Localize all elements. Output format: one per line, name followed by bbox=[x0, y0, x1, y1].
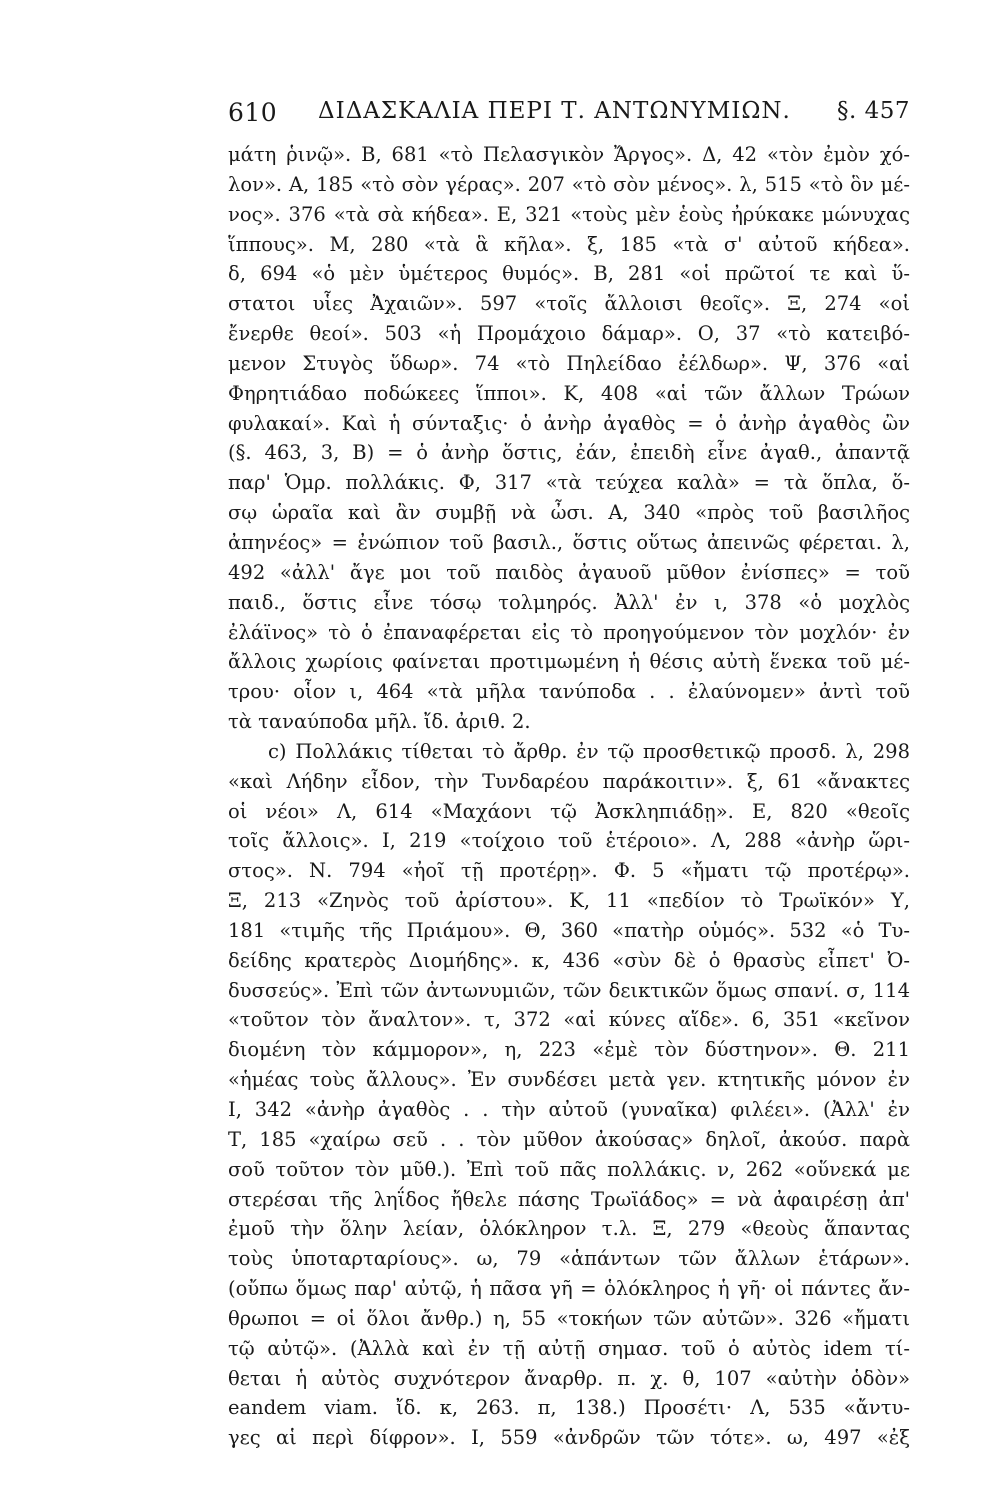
text-line: ἄλλοις χωρίοις φαίνεται προτιμωμένη ἡ θέσις αὐτὴ ἕνεκα τοῦ μέ- bbox=[228, 650, 910, 674]
text-line: 492 «ἀλλ' ἄγε μοι τοῦ παιδὸς ἀγαυοῦ μῦθον ἐνίσπες» = τοῦ bbox=[228, 560, 910, 584]
text-line: τὰ ταναύποδα μῆλ. ἴδ. ἀριθ. 2. bbox=[228, 710, 531, 734]
text-line: Τ, 185 «χαίρω σεῦ . . τὸν μῦθον ἀκούσας» δηλοῖ, ἀκούσ. παρὰ bbox=[228, 1127, 910, 1151]
text-line: 181 «τιμῆς τῆς Πριάμου». Θ, 360 «πατὴρ οὑμός». 532 «ὁ Τυ- bbox=[228, 918, 910, 942]
section-number: §. 457 bbox=[836, 98, 910, 124]
text-line: τοὺς ὑποταρταρίους». ω, 79 «ἁπάντων τῶν ἄλλων ἑτάρων». bbox=[228, 1247, 910, 1271]
text-line: στος». Ν. 794 «ἠοῖ τῇ προτέρῃ». Φ. 5 «ἤματι τῷ προτέρῳ». bbox=[228, 859, 910, 883]
text-line: θρωποι = οἱ ὅλοι ἄνθρ.) η, 55 «τοκήων τῶν αὐτῶν». 326 «ἤματι bbox=[228, 1306, 910, 1330]
text-line: Ι, 342 «ἀνὴρ ἀγαθὸς . . τὴν αὐτοῦ (γυναῖκα) φιλέει». (Ἀλλ' ἐν bbox=[228, 1098, 910, 1121]
book-page bbox=[228, 92, 910, 1482]
text-line: σοῦ τοῦτον τὸν μῦθ.). Ἐπὶ τοῦ πᾶς πολλάκις. ν, 262 «οὕνεκά με bbox=[228, 1157, 910, 1181]
body-text bbox=[228, 140, 910, 1453]
text-line: διομένη τὸν κάμμορον», η, 223 «ἐμὲ τὸν δύστηνον». Θ. 211 bbox=[228, 1038, 910, 1062]
text-line: δείδης κρατερὸς Διομήδης». κ, 436 «σὺν δὲ ὁ θρασὺς εἶπετ' Ὀ- bbox=[228, 948, 910, 972]
text-line: (§. 463, 3, Β) = ὁ ἀνὴρ ὅστις, ἐάν, ἐπειδὴ εἶνε ἀγαθ., ἀπαντᾷ bbox=[228, 441, 910, 465]
text-line: θεται ἡ αὐτὸς συχνότερον ἄναρθρ. π. χ. θ, 107 «αὐτὴν ὁδὸν» bbox=[228, 1366, 910, 1390]
text-line: τρου· οἷον ι, 464 «τὰ μῆλα τανύποδα . . ἐλαύνομεν» ἀντὶ τοῦ bbox=[228, 680, 910, 704]
text-line: στερέσαι τῆς ληΐδος ἤθελε πάσης Τρωϊάδος» = νὰ ἀφαιρέσῃ ἀπ' bbox=[228, 1187, 910, 1211]
text-line: τοῖς ἄλλοις». Ι, 219 «τοίχοιο τοῦ ἑτέροιο». Λ, 288 «ἀνὴρ ὥρι- bbox=[228, 829, 910, 853]
text-line: Ξ, 213 «Ζηνὸς τοῦ ἀρίστου». Κ, 11 «πεδίον τὸ Τρωϊκόν» Υ, bbox=[228, 889, 910, 913]
text-line: τῷ αὐτῷ». (Ἀλλὰ καὶ ἐν τῇ αὐτῇ σημασ. τοῦ ὁ αὐτὸς idem τί- bbox=[228, 1336, 910, 1360]
text-line: «τοῦτον τὸν ἄναλτον». τ, 372 «αἱ κύνες αἵδε». 6, 351 «κεῖνον bbox=[228, 1008, 910, 1032]
text-line: c) Πολλάκις τίθεται τὸ ἄρθρ. ἐν τῷ προσθετικῷ προσδ. λ, 298 bbox=[268, 739, 910, 763]
text-line: φυλακαί». Καὶ ἡ σύνταξις· ὁ ἀνὴρ ἀγαθὸς = ὁ ἀνὴρ ἀγαθὸς ὢν bbox=[228, 411, 910, 435]
text-line: νος». 376 «τὰ σὰ κήδεα». Ε, 321 «τοὺς μὲν ἑοὺς ἠρύκακε μώνυχας bbox=[228, 202, 910, 226]
text-line: γες αἱ περὶ δίφρον». Ι, 559 «ἀνδρῶν τῶν τότε». ω, 497 «ἐξ bbox=[228, 1426, 910, 1450]
text-line: οἱ νέοι» Λ, 614 «Μαχάονι τῷ Ἀσκληπιάδῃ». Ε, 820 «θεοῖς bbox=[228, 799, 910, 823]
text-line: μάτη ῥινῷ». Β, 681 «τὸ Πελασγικὸν Ἄργος». Δ, 42 «τὸν ἐμὸν χό- bbox=[228, 143, 910, 166]
text-line: στατοι υἷες Ἀχαιῶν». 597 «τοῖς ἄλλοισι θεοῖς». Ξ, 274 «οἱ bbox=[228, 292, 910, 316]
text-line: λον». Α, 185 «τὸ σὸν γέρας». 207 «τὸ σὸν μένος». λ, 515 «τὸ ὃν μέ- bbox=[228, 172, 910, 196]
text-line: παρ' Ὁμρ. πολλάκις. Φ, 317 «τὰ τεύχεα καλὰ» = τὰ ὅπλα, ὅ- bbox=[228, 471, 910, 495]
text-line: παιδ., ὅστις εἶνε τόσῳ τολμηρός. Ἀλλ' ἐν ι, 378 «ὁ μοχλὸς bbox=[228, 590, 910, 614]
text-line: ἐλάϊνος» τὸ ὁ ἐπαναφέρεται εἰς τὸ προηγούμενον τὸν μοχλόν· ἐν bbox=[228, 620, 910, 644]
text-line: δυσσεύς». Ἐπὶ τῶν ἀντωνυμιῶν, τῶν δεικτικῶν ὅμως σπανί. σ, 114 bbox=[228, 978, 910, 1002]
page-header bbox=[228, 92, 910, 132]
text-line: σῳ ὡραῖα καὶ ἂν συμβῇ νὰ ὦσι. Α, 340 «πρὸς τοῦ βασιλῆος bbox=[228, 501, 910, 525]
text-line: «καὶ Λήδην εἶδον, τὴν Τυνδαρέου παράκοιτιν». ξ, 61 «ἄνακτες bbox=[228, 769, 910, 793]
text-line: ἐμοῦ τὴν ὅλην λείαν, ὁλόκληρον τ.λ. Ξ, 279 «θεοὺς ἅπαντας bbox=[228, 1217, 910, 1241]
text-line: μενον Στυγὸς ὕδωρ». 74 «τὸ Πηλείδαο ἐέλδωρ». Ψ, 376 «αἱ bbox=[228, 351, 910, 375]
text-line: (οὔπω ὅμως παρ' αὐτῷ, ἡ πᾶσα γῆ = ὁλόκληρος ἡ γῆ· οἱ πάντες ἄν- bbox=[228, 1277, 910, 1301]
text-line: eandem viam. ἴδ. κ, 263. π, 138.) Προσέτι· Λ, 535 «ἄντυ- bbox=[228, 1396, 910, 1420]
text-line: ἵππους». Μ, 280 «τὰ ἃ κῆλα». ξ, 185 «τὰ σ' αὐτοῦ κήδεα». bbox=[228, 232, 910, 256]
page-number: 610 bbox=[228, 98, 278, 127]
text-line: ἀπηνέος» = ἐνώπιον τοῦ βασιλ., ὅστις οὕτως ἀπεινῶς φέρεται. λ, bbox=[228, 530, 910, 554]
text-line: «ἡμέας τοὺς ἄλλους». Ἐν συνδέσει μετὰ γεν. κτητικῆς μόνον ἐν bbox=[228, 1068, 910, 1092]
text-line: ἔνερθε θεοί». 503 «ἡ Προμάχοιο δάμαρ». Ο, 37 «τὸ κατειβό- bbox=[228, 322, 910, 346]
running-title: ΔΙΔΑΣΚΑΛΙΑ ΠΕΡΙ Τ. ΑΝΤΩΝΥΜΙΩΝ. bbox=[318, 98, 791, 124]
text-line: δ, 694 «ὁ μὲν ὑμέτερος θυμός». Β, 281 «οἱ πρῶτοί τε καὶ ὕ- bbox=[228, 262, 910, 286]
text-line: Φηρητιάδαο ποδώκεες ἵπποι». Κ, 408 «αἱ τῶν ἄλλων Τρώων bbox=[228, 381, 910, 405]
